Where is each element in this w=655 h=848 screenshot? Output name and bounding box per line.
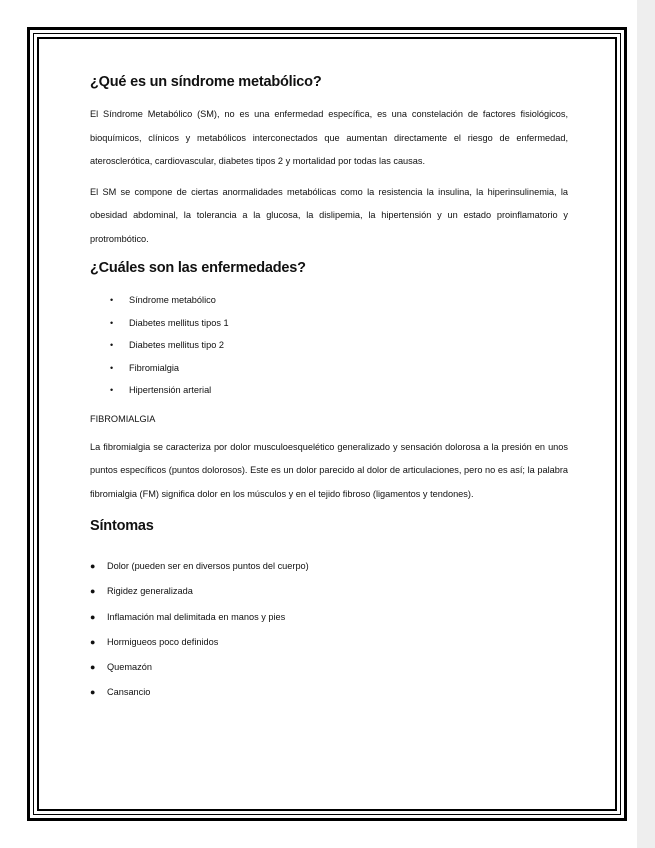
list-item [90, 312, 568, 335]
paragraph-sindrome-components: El SM se compone de ciertas anormalidades metabólicas como la resistencia la insulina, la hiperinsulinemia, la obesidad abdominal, la tolerancia a la glucosa, la dislipemia, la hipertensión y un estado proinflamatorio y protrombótico. [90, 186, 568, 244]
list-item [90, 630, 568, 655]
list-item [90, 289, 568, 312]
list-item-label: Diabetes mellitus tipo 2 [129, 340, 224, 350]
list-item [90, 357, 568, 380]
list-item [90, 605, 568, 630]
heading-enfermedades: ¿Cuáles son las enfermedades? [90, 260, 306, 276]
bullet-icon: ● [90, 586, 96, 597]
page-edge-shadow [637, 0, 655, 848]
list-item-label: Hipertensión arterial [129, 385, 212, 395]
bullet-icon: • [110, 385, 114, 395]
bullet-icon: • [110, 295, 114, 305]
document-content [90, 74, 568, 706]
list-item-label: Dolor (pueden ser en diversos puntos del cuerpo) [107, 561, 309, 571]
list-item-label: Fibromialgia [129, 362, 180, 373]
list-item [90, 655, 568, 680]
list-item-label: Diabetes mellitus tipos 1 [129, 317, 229, 328]
bullet-icon: ● [90, 662, 96, 673]
bullet-icon: ● [90, 561, 96, 571]
symptoms-list [90, 554, 568, 706]
paragraph-fibromialgia: La fibromialgia se caracteriza por dolor musculoesquelético generalizado y sensación dolorosa a la presión en unos puntos específicos (puntos dolorosos). Este es un dolor parecido al dolor de articulaciones, pero no es así; la palabra fibromialgia (FM) significa dolor en los músculos y en el tejido fibroso (ligamentos y tendones). [90, 441, 568, 499]
list-item [90, 379, 568, 402]
bullet-icon: ● [90, 636, 96, 647]
paragraph-sindrome-definition: El Síndrome Metabólico (SM), no es una enfermedad específica, es una constelación de factores fisiológicos, bioquímicos, clínicos y metabólicos interconectados que aumentan directamente el riesgo de enfermedad, aterosclerótica, cardiovascular, diabetes tipos 2 y mortalidad por todas las causas. [90, 109, 568, 166]
list-item-label: Síndrome metabólico [129, 295, 216, 305]
heading-sintomas: Síntomas [90, 518, 154, 534]
bullet-icon: ● [90, 687, 96, 698]
bullet-icon: • [110, 317, 114, 328]
list-item [90, 579, 568, 604]
list-item-label: Quemazón [107, 662, 152, 673]
subheading-fibromialgia: FIBROMIALGIA [90, 413, 156, 424]
list-item [90, 680, 568, 705]
list-item-label: Hormigueos poco definidos [107, 636, 219, 647]
heading-que-es-sindrome: ¿Qué es un síndrome metabólico? [90, 74, 322, 90]
list-item [90, 334, 568, 357]
diseases-list [90, 289, 568, 402]
list-item [90, 554, 568, 579]
list-item-label: Cansancio [107, 687, 151, 698]
bullet-icon: ● [90, 611, 96, 622]
list-item-label: Inflamación mal delimitada en manos y pies [107, 611, 286, 622]
bullet-icon: • [110, 340, 114, 350]
list-item-label: Rigidez generalizada [107, 586, 193, 597]
bullet-icon: • [110, 362, 114, 373]
